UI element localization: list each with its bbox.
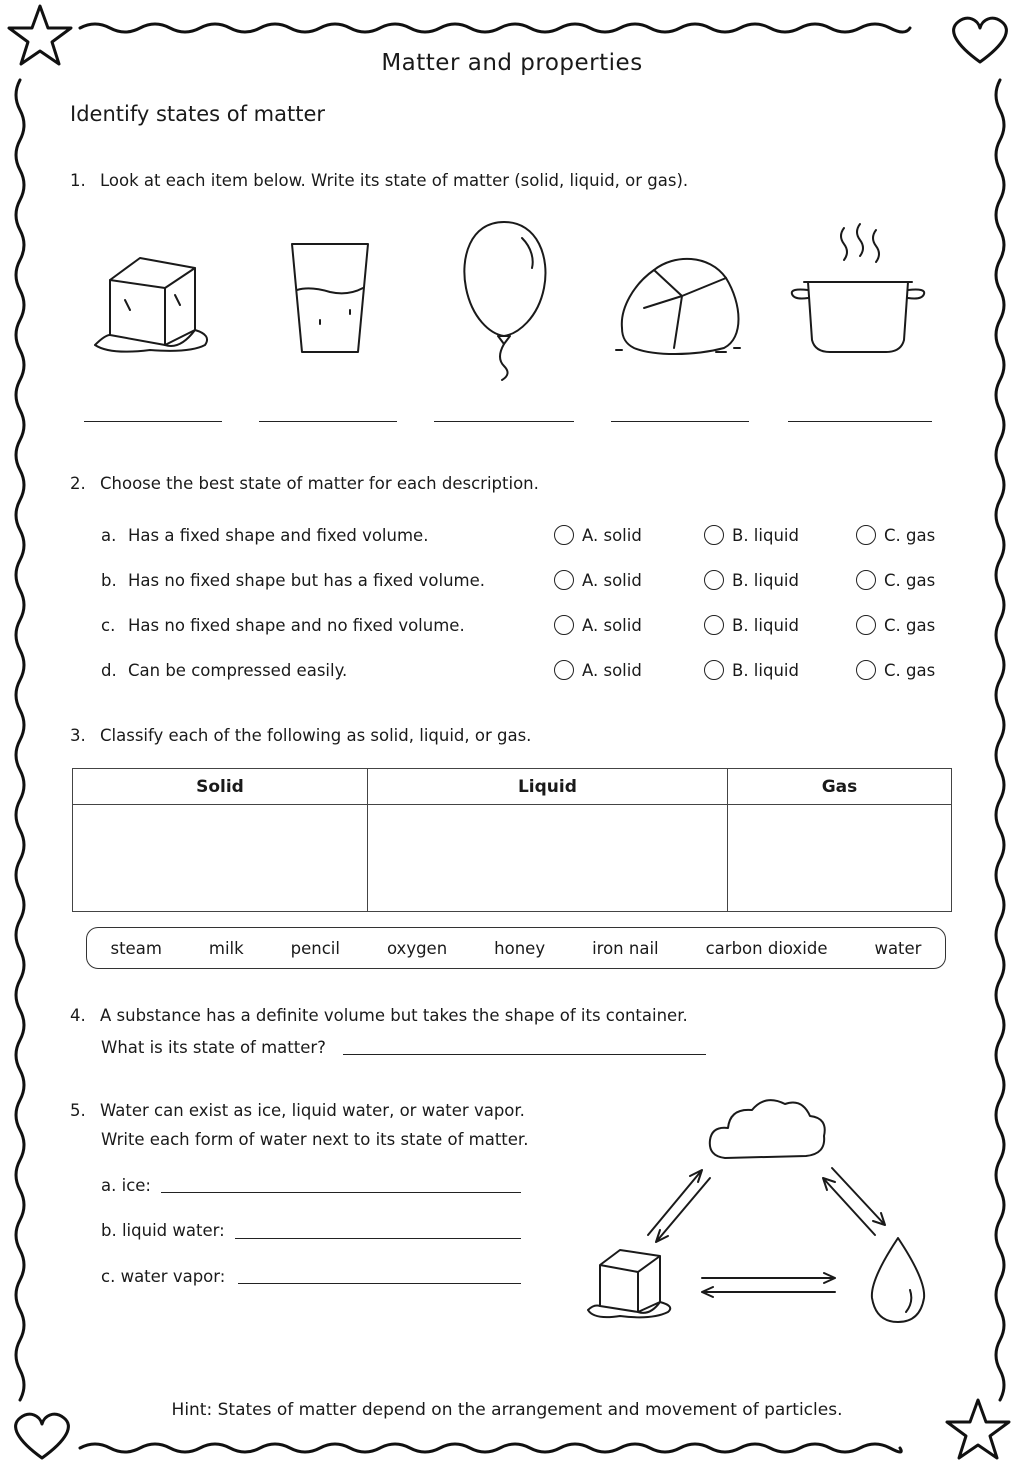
question-text: Classify each of the following as solid, liquid, or gas. xyxy=(100,726,532,745)
question-2 xyxy=(70,474,539,493)
answer-option[interactable] xyxy=(704,525,799,545)
word-bank-item: iron nail xyxy=(592,938,659,958)
question-number: 4. xyxy=(70,1006,86,1025)
part-label: water vapor: xyxy=(120,1267,226,1286)
radio-button[interactable] xyxy=(704,660,724,680)
column-header-solid: Solid xyxy=(73,769,368,805)
left-wavy-border xyxy=(16,80,24,1400)
water-states-diagram xyxy=(580,1090,930,1330)
answer-option[interactable] xyxy=(856,525,935,545)
word-bank-item: steam xyxy=(110,938,162,958)
question-5-instruction: Write each form of water next to its state of matter. xyxy=(101,1130,529,1149)
question-text: A substance has a definite volume but takes the shape of its container. xyxy=(100,1006,688,1025)
steaming-pot-icon xyxy=(786,222,936,357)
ice-cube-icon xyxy=(90,250,220,360)
bottom-wavy-border xyxy=(80,1444,901,1452)
solid-answer-cell[interactable] xyxy=(73,805,368,912)
row-letter: c. xyxy=(101,616,116,635)
radio-button[interactable] xyxy=(856,660,876,680)
word-bank-item: carbon dioxide xyxy=(705,938,828,958)
question-1 xyxy=(70,171,688,190)
answer-line-pot[interactable] xyxy=(788,421,932,422)
option-label: B. liquid xyxy=(732,570,799,590)
row-description: Has no fixed shape but has a fixed volume. xyxy=(128,571,486,590)
question-4 xyxy=(70,1006,688,1025)
question-4-prompt: What is its state of matter? xyxy=(101,1038,326,1057)
water-drop-icon xyxy=(872,1238,924,1322)
part-letter: b. xyxy=(101,1221,117,1240)
radio-button[interactable] xyxy=(856,615,876,635)
radio-button[interactable] xyxy=(704,570,724,590)
answer-option[interactable] xyxy=(856,615,935,635)
word-bank xyxy=(86,927,946,969)
question-3 xyxy=(70,726,531,745)
balloon-icon xyxy=(460,218,550,384)
row-letter: b. xyxy=(101,571,117,590)
option-label: A. solid xyxy=(582,615,642,635)
option-label: C. gas xyxy=(884,660,936,680)
glass-of-water-icon xyxy=(290,240,370,358)
answer-line-vapor-form[interactable] xyxy=(238,1283,521,1284)
heart-icon xyxy=(16,1414,69,1458)
section-heading: Identify states of matter xyxy=(70,102,326,126)
answer-line-ice[interactable] xyxy=(84,421,222,422)
radio-button[interactable] xyxy=(554,570,574,590)
answer-option[interactable] xyxy=(554,525,642,545)
worksheet-title: Matter and properties xyxy=(381,50,643,76)
part-a-label xyxy=(101,1176,151,1195)
option-label: A. solid xyxy=(582,660,642,680)
liquid-answer-cell[interactable] xyxy=(367,805,727,912)
arrow-ice-to-drop xyxy=(702,1273,835,1283)
classification-table xyxy=(72,768,952,912)
option-label: B. liquid xyxy=(732,525,799,545)
radio-button[interactable] xyxy=(856,525,876,545)
radio-button[interactable] xyxy=(704,615,724,635)
answer-option[interactable] xyxy=(704,660,799,680)
cloud-icon xyxy=(710,1100,825,1158)
rock-icon xyxy=(614,248,744,358)
question-number: 2. xyxy=(70,474,86,493)
question-5 xyxy=(70,1101,525,1120)
word-bank-item: oxygen xyxy=(386,938,448,958)
radio-button[interactable] xyxy=(856,570,876,590)
right-wavy-border xyxy=(996,80,1004,1400)
arrow-drop-to-ice xyxy=(702,1287,835,1297)
option-label: B. liquid xyxy=(732,615,799,635)
radio-button[interactable] xyxy=(554,615,574,635)
answer-option[interactable] xyxy=(554,615,642,635)
radio-button[interactable] xyxy=(554,660,574,680)
part-c-label xyxy=(101,1267,225,1286)
question-number: 5. xyxy=(70,1101,86,1120)
answer-option[interactable] xyxy=(856,660,935,680)
option-label: C. gas xyxy=(884,615,936,635)
option-label: B. liquid xyxy=(732,660,799,680)
question-number: 3. xyxy=(70,726,86,745)
gas-answer-cell[interactable] xyxy=(727,805,951,912)
option-label: C. gas xyxy=(884,570,936,590)
top-wavy-border xyxy=(80,24,910,32)
answer-option[interactable] xyxy=(554,570,642,590)
arrow-cloud-to-ice xyxy=(656,1178,710,1242)
ice-cube-icon xyxy=(588,1250,670,1317)
part-b-label xyxy=(101,1221,225,1240)
answer-line-ice-form[interactable] xyxy=(161,1192,521,1193)
row-description: Has no fixed shape and no fixed volume. xyxy=(128,616,465,635)
option-label: A. solid xyxy=(582,570,642,590)
option-label: A. solid xyxy=(582,525,642,545)
hint-text: Hint: States of matter depend on the arrangement and movement of particles. xyxy=(171,1400,843,1420)
row-letter: a. xyxy=(101,526,117,545)
word-bank-item: honey xyxy=(494,938,546,958)
question-2-row xyxy=(101,526,428,545)
answer-line-balloon[interactable] xyxy=(434,421,574,422)
answer-option[interactable] xyxy=(704,570,799,590)
row-description: Has a fixed shape and fixed volume. xyxy=(128,526,429,545)
question-2-row xyxy=(101,661,347,680)
radio-button[interactable] xyxy=(554,525,574,545)
answer-option[interactable] xyxy=(554,660,642,680)
column-header-liquid: Liquid xyxy=(367,769,727,805)
question-text: Choose the best state of matter for each description. xyxy=(100,474,539,493)
word-bank-item: milk xyxy=(208,938,244,958)
question-text: Look at each item below. Write its state of matter (solid, liquid, or gas). xyxy=(100,171,689,190)
radio-button[interactable] xyxy=(704,525,724,545)
answer-line-q4[interactable] xyxy=(343,1054,706,1055)
part-letter: c. xyxy=(101,1267,116,1286)
column-header-gas: Gas xyxy=(727,769,951,805)
part-letter: a. xyxy=(101,1176,117,1195)
row-description: Can be compressed easily. xyxy=(128,661,348,680)
answer-line-glass[interactable] xyxy=(259,421,397,422)
answer-line-rock[interactable] xyxy=(611,421,749,422)
question-2-row xyxy=(101,571,485,590)
part-label: ice: xyxy=(121,1176,151,1195)
option-label: C. gas xyxy=(884,525,936,545)
part-label: liquid water: xyxy=(121,1221,225,1240)
answer-option[interactable] xyxy=(856,570,935,590)
answer-line-liquid-form[interactable] xyxy=(235,1238,521,1239)
arrow-ice-to-cloud xyxy=(648,1170,702,1235)
word-bank-item: water xyxy=(874,938,922,958)
question-number: 1. xyxy=(70,171,86,190)
question-text: Water can exist as ice, liquid water, or water vapor. xyxy=(100,1101,525,1120)
word-bank-item: pencil xyxy=(290,938,340,958)
question-2-row xyxy=(101,616,465,635)
answer-option[interactable] xyxy=(704,615,799,635)
row-letter: d. xyxy=(101,661,117,680)
